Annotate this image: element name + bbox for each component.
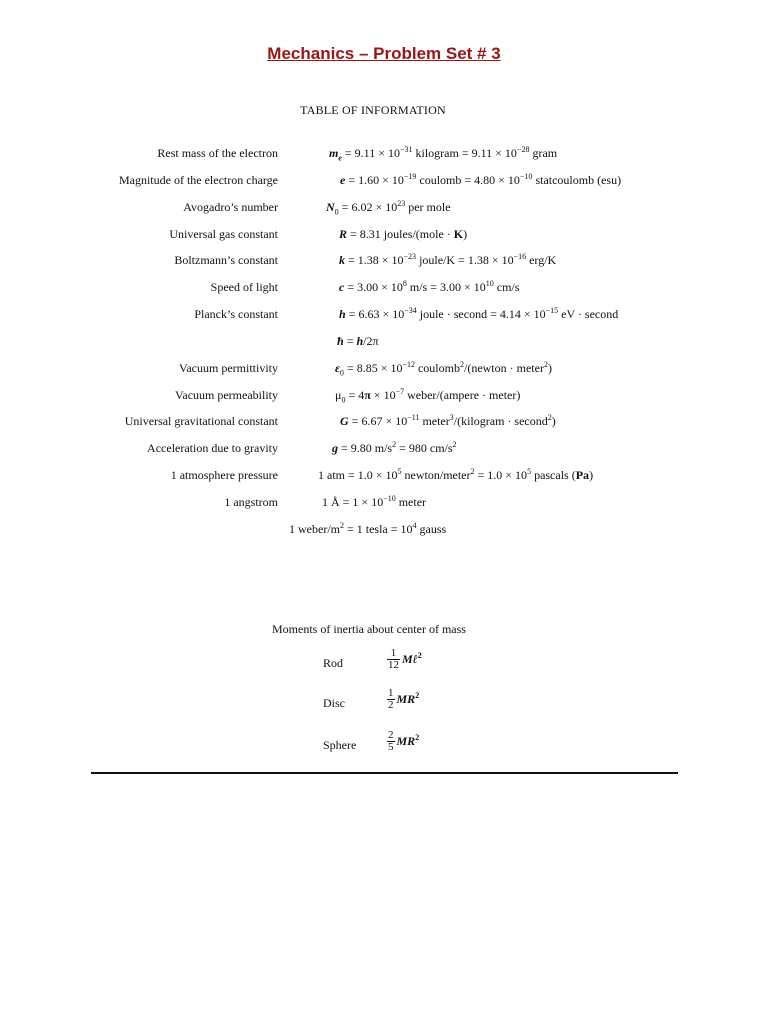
constant-value: 1 atm = $1.0 \times 10^5$ newton/meter$^2$ = $1.0 \times 10^5$ pascals (Pa) [318,467,594,482]
moment-term [402,652,422,667]
constant-value: $k = 1.38 \times 10^{-23}$ joule/K = $1.38 \times 10^{-16}$ erg/K [339,252,557,267]
moment-shape-name: Rod [323,656,344,670]
constant-label: Boltzmann’s constant [174,253,278,267]
moment-row [0,688,768,718]
moment-term-base: Mℓ [402,652,418,666]
constant-label: Speed of light [210,280,278,294]
constant-value: $\mu_0 = 4\pi \times 10^{-7}$ weber/(ampere · meter) [335,387,521,405]
constant-label: 1 angstrom [224,495,278,509]
fraction-numerator: 1 [388,687,394,699]
constant-value: $c = 3.00 \times 10^8$ $m/s = 3.00 \times 10^{10}$ cm/s [339,279,520,294]
moment-term-exponent: 2 [415,733,420,742]
constant-value: $e = 1.60 \times 10^{-19}$ coulomb = $4.80 \times 10^{-10}$ statcoulomb (esu) [340,172,622,187]
constant-value: 1 weber/$m^2 = 1$ tesla = $10^4$ gauss [289,521,447,536]
moment-formula [387,730,419,753]
constant-label: 1 atmosphere pressure [170,468,278,482]
constant-row [0,361,768,381]
constant-value: g = 9.80 $m/s^2 = 980$ $cm/s^2$ [332,440,457,455]
constant-row [0,334,768,354]
constant-value: ħ = h/2π [337,334,379,348]
fraction-denominator: 12 [388,659,399,671]
constant-row [0,173,768,193]
moment-row [0,648,768,678]
moment-term-base: MR [396,692,416,706]
moments-heading: Moments of inertia about center of mass [272,622,466,636]
constant-row [0,441,768,461]
constant-row [0,227,768,247]
constant-value: $N_0 = 6.02 \times 10^{23}$ per mole [326,199,451,217]
constant-label: Vacuum permeability [175,388,278,402]
constant-label: Vacuum permittivity [179,361,278,375]
constant-row [0,522,768,542]
constant-label: Universal gas constant [169,227,278,241]
constant-label: Acceleration due to gravity [147,441,278,455]
constant-value: $m_e = 9.11 \times 10^{-31}$ kilogram = $9.11 \times 10^{-28}$ gram [329,145,558,163]
fraction-numerator: 1 [390,647,397,659]
constant-row [0,495,768,515]
constant-row [0,468,768,488]
moment-term-exponent: 2 [415,691,420,700]
constant-row [0,146,768,166]
fraction-numerator: 2 [388,729,394,741]
constant-value: $h = 6.63 \times 10^{-34}$ joule · second = $4.14 \times 10^{-15}$ eV · second [339,306,619,321]
moment-row [0,730,768,760]
constant-row [0,253,768,273]
constant-value: R = 8.31 joules/(mole · K) [339,227,468,241]
page-title: Mechanics – Problem Set # 3 [267,44,501,63]
constant-label: Avogadro’s number [183,200,278,214]
constant-value: 1 Å = $1 \times 10^{-10}$ meter [322,494,427,509]
constant-row [0,307,768,327]
constant-label: Magnitude of the electron charge [118,173,278,187]
fraction-denominator: 5 [388,741,394,753]
constant-value: $G = 6.67 \times 10^{-11}$ meter$^3$/(kilogram · second$^2$) [340,413,556,428]
moment-formula [387,688,419,711]
moment-term-exponent: 2 [417,651,422,660]
constant-row [0,414,768,434]
moment-shape-name: Disc [323,696,345,710]
fraction-denominator: 2 [388,699,394,711]
moment-term [397,692,420,707]
constant-label: Universal gravitational constant [124,414,278,428]
table-heading: TABLE OF INFORMATION [300,103,446,117]
horizontal-rule [91,772,678,774]
constant-row [0,280,768,300]
constant-value: $\varepsilon_0 = 8.85 \times 10^{-12}$ coulomb$^2$/(newton · meter$^2$) [335,360,552,378]
moment-term [397,734,420,749]
constant-row [0,200,768,220]
constant-label: Planck’s constant [194,307,278,321]
moment-term-base: MR [396,734,416,748]
moment-formula [387,648,422,671]
constant-label: Rest mass of the electron [157,146,278,160]
moment-fraction [387,688,395,711]
moment-shape-name: Sphere [323,738,357,752]
constant-row [0,388,768,408]
moment-fraction [387,730,395,753]
moment-fraction [387,648,400,671]
